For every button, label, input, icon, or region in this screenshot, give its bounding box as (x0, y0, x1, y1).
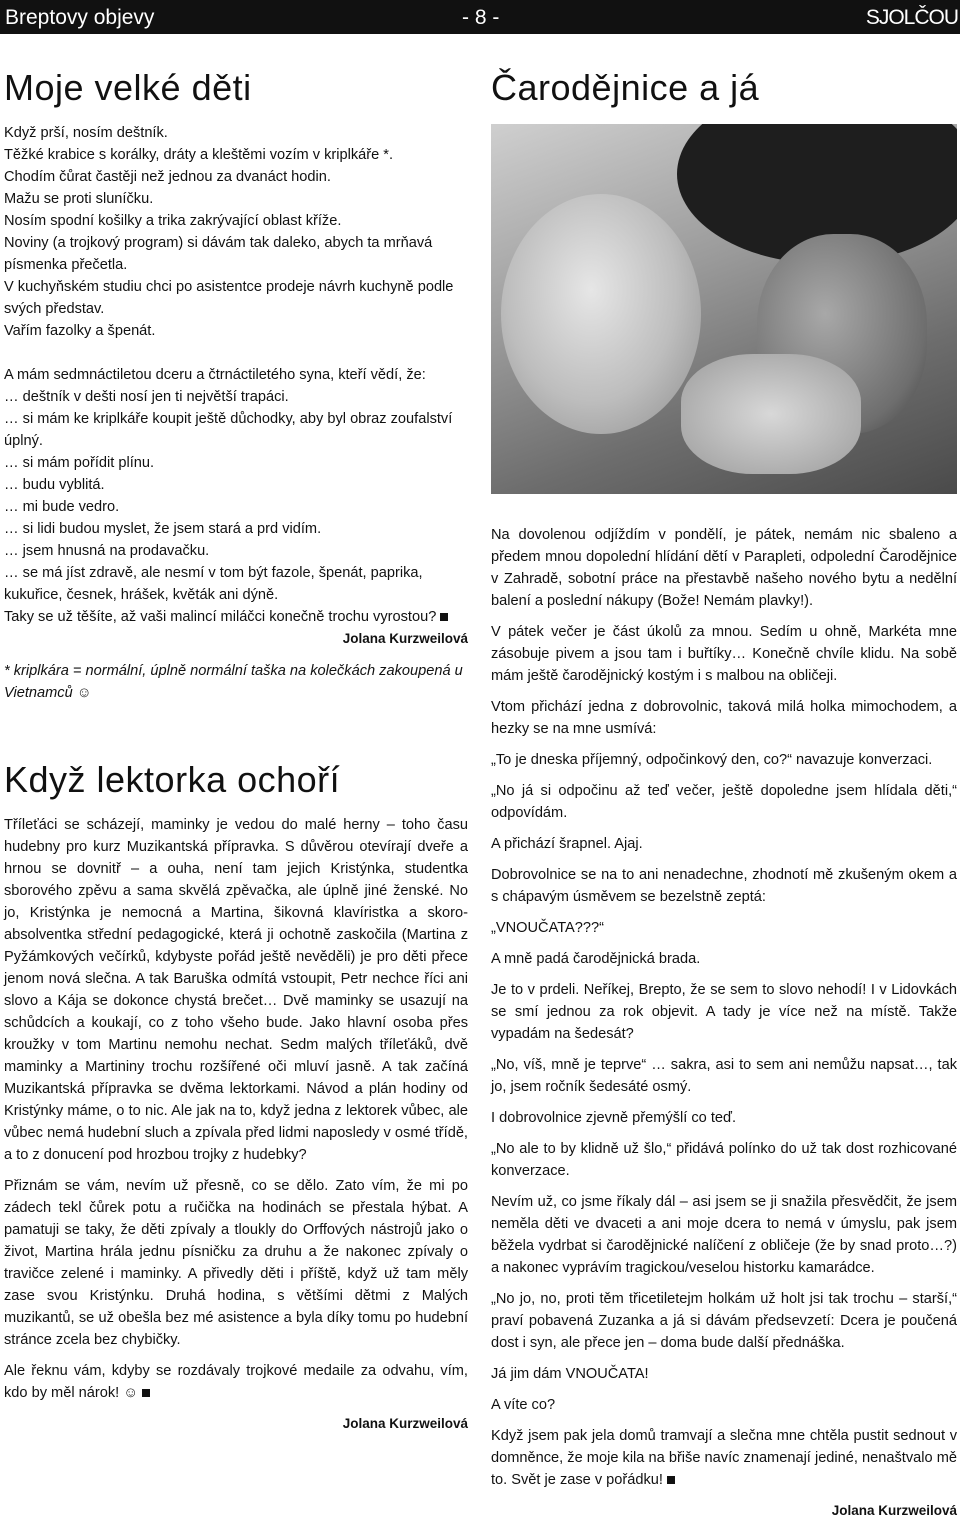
paragraph: V pátek večer je část úkolů za mnou. Sedím u ohně, Markéta mne zásobuje pivem a jsou tam i buřtíky… Konečně chvíle klidu. Na sobě mám ještě čarodějnický kostým i s malbou na obličeji. (491, 624, 957, 684)
article-body-carodejnice (491, 524, 957, 1491)
paragraph (491, 1425, 957, 1491)
header-logo-text: SJOLČOU (865, 6, 958, 29)
list-line: … deštník v dešti nosí jen ti největší trapáci. (4, 389, 289, 405)
paragraph: Přiznám se vám, nevím už přesně, co se dělo. Zato vím, že mi po zádech tekl čůrek potu a ručička na hodinách se přestala hýbat. A pamatuji se taky, že děti zpívaly a tloukly do Orffových nástrojů jako o život, Martina hrála jednu písničku za druhu a že nakonec zpívaly o travičce zelené i maminky. A přivedly děti i příště, když už tam měly zase svou Kristýnku. Druhá hodina, s většími dětmi z Malých muzikantů, se už obešla bez mé asistence a byla díky tomu po hudební stránce zcela bez chybičky. (4, 1178, 468, 1348)
kids-list (4, 364, 468, 628)
right-column (491, 60, 957, 1522)
poem-line: Mažu se proti sluníčku. (4, 191, 154, 207)
witch-and-child-photo (491, 124, 957, 494)
poem-line: Chodím čůrat častěji než jednou za dvanáct hodin. (4, 169, 331, 185)
paragraph: Tříleťáci se scházejí, maminky je vedou do malé herny – toho času hudebny pro kurz Muzikantská přípravka. S důvěrou otevírají dveře a hrnou se dovnitř – a ouha, není tam jejich Kristýnka, studentka sborového zpěvu a sama skvělá zpěvačka, ale úplně jiné ženské. No jo, Kristýnka je nemocná a Martina, šikovná klavíristka a skoro-absolventka střední pedagogické, která ji ochotně zaskočila (Martina z Pyžámkových večírků, kdybyste pořád ještě nevěděli) je pro děti přece jenom nová slečna. A tak Baruška odmítá vstoupit, Petr nechce říci ani slovo a Kája se dokonce chystá brečet… Dvě maminky se usazují na schůdcích a koukají, co z toho všeho bude. Jako hlavní osoba přes kroužky v tom Martinu nemohu nechat. Sedm malých tříleťáků, dvě maminky a Martininy trochu rozšířené oči mluví jasně. A tak začíná Muzikantská přípravka se dvěma lektorkami. Návod a plán hodiny od Kristýnky máme, o to nic. Ale jak na to, když jedna z lektorek vůbec, ale vůbec nemá hudební sluch a zpívala před lidmi naposledy v osmé třídě, a to z donucení pod hrozbou trojky z hudebky? (4, 817, 468, 1163)
signature: Jolana Kurzweilová (342, 1416, 468, 1431)
poem-line: Vařím fazolky a špenát. (4, 323, 156, 339)
list-line: … budu vyblitá. (4, 477, 105, 493)
magazine-name: Breptovy objevy (5, 6, 155, 29)
list-line (4, 606, 468, 628)
paragraph: Nevím už, co jsme říkaly dál – asi jsem se ji snažila přesvědčit, že jsem neměla děti ve dvaceti a ani moje dcera to nemá v úmyslu, pak jsem běžela vydrbat si čarodějnické nalíčení z obličeje (že by snad proto…?) a nakonec vyprávím tragickou/veselou historku kamarádce. (491, 1194, 957, 1276)
list-line: … mi bude vedro. (4, 499, 120, 515)
paragraph: A víte co? (491, 1397, 556, 1413)
closing-paragraph-text: Když jsem pak jela domů tramvají a slečna mne chtěla pustit sednout v domněnce, že moje kila na břiše navíc znamenají jediné, nenaštvalo mě to. Svět je zase v pořádku! (491, 1428, 957, 1488)
poem-line: Když prší, nosím deštník. (4, 125, 168, 141)
article-title-moje-velke-deti: Moje velké děti (4, 67, 252, 108)
paragraph: A mně padá čarodějnická brada. (491, 951, 701, 967)
poem-line: Těžké krabice s korálky, dráty a kleštěmi vozím v kriplkáře *. (4, 147, 394, 163)
paragraph (4, 1360, 468, 1404)
paragraph: „No jo, no, proti těm třicetiletejm holkám už holt jsi tak trochu – starší,“ praví pobavená Zuzanka a já si dávám předsevzetí: Dcera je poučená dost i syn, ale přece jen – doma bude další přednáška. (491, 1291, 957, 1351)
end-mark-icon (667, 1476, 675, 1484)
list-line: … si mám pořídit plínu. (4, 455, 155, 471)
article-title-carodejnice: Čarodějnice a já (491, 67, 760, 108)
footnote: * kriplkára = normální, úplně normální taška na kolečkách zakoupená u Vietnamců ☺ (4, 663, 463, 701)
closing-question: Taky se už těšíte, až vaši malincí miláčci konečně trochu vyrostou? (4, 609, 437, 625)
list-line: … si mám ke kriplkáře koupit ještě důchodky, aby byl obraz zoufalství úplný. (4, 411, 453, 449)
paragraph: Vtom přichází jedna z dobrovolnic, taková milá holka mimochodem, a hezky se na mne usmívá: (491, 699, 957, 737)
end-mark-icon (440, 613, 448, 621)
paragraph: Já jim dám VNOUČATA! (491, 1366, 649, 1382)
poem-line: Nosím spodní košilky a trika zakrývající oblast kříže. (4, 213, 342, 229)
paragraph: „No, víš, mně je teprve“ … sakra, asi to sem ani nemůžu napsat…, tak jo, jsem ročník šedesáté osmý. (491, 1057, 957, 1095)
paragraph: „No já si odpočinu až teď večer, ještě dopoledne jsem hlídala děti,“ odpovídám. (491, 783, 957, 821)
paragraph: „VNOUČATA???“ (491, 920, 604, 936)
page-header (0, 0, 960, 34)
poem-block (4, 122, 468, 342)
paragraph: „To je dneska příjemný, odpočinkový den, co?“ navazuje konverzaci. (491, 752, 933, 768)
article-body-lektorka (4, 814, 468, 1404)
poem-line: V kuchyňském studiu chci po asistentce prodeje návrh kuchyně podle svých představ. (4, 279, 454, 317)
paragraph: Je to v prdeli. Neříkej, Brepto, že se sem to slovo nehodí! I v Lidovkách se smí jednou za rok objevit. A tady je více než na místě. Takže vypadám na šedesát? (491, 982, 957, 1042)
paragraph: A přichází šrapnel. Ajaj. (491, 836, 643, 852)
child-face-shape (501, 194, 701, 434)
list-line: … si lidi budou myslet, že jsem stará a prd vidím. (4, 521, 322, 537)
paragraph: Dobrovolnice se na to ani nenadechne, zhodnotí mě zkušeným okem a s chápavým úsměvem se bezelstně zeptá: (491, 867, 957, 905)
list-line: … jsem hnusná na prodavačku. (4, 543, 210, 559)
signature: Jolana Kurzweilová (831, 1503, 957, 1518)
list-line: … se má jíst zdravě, ale nesmí v tom být fazole, špenát, paprika, kukuřice, česnek, hrášek, květák ani dýně. (4, 565, 423, 603)
signature: Jolana Kurzweilová (342, 631, 468, 646)
article-title-lektorka: Když lektorka ochoří (4, 759, 341, 800)
paragraph: „No ale to by klidně už šlo,“ přidává polínko do už tak dost rozhicované konverzace. (491, 1141, 957, 1179)
list-line: A mám sedmnáctiletou dceru a čtrnáctiletého syna, kteří vědí, že: (4, 367, 426, 383)
left-column (4, 60, 468, 1435)
page-number: - 8 - (462, 6, 500, 29)
closing-paragraph-text: Ale řeknu vám, kdyby se rozdávaly trojkové medaile za odvahu, vím, kdo by měl nárok! ☺ (4, 1363, 468, 1401)
end-mark-icon (142, 1389, 150, 1397)
poem-line: Noviny (a trojkový program) si dávám tak daleko, abych ta mrňavá písmenka přečetla. (4, 235, 433, 273)
hand-shape (681, 354, 861, 474)
paragraph: I dobrovolnice zjevně přemýšlí co teď. (491, 1110, 737, 1126)
paragraph: Na dovolenou odjíždím v pondělí, je pátek, nemám nic sbaleno a předem mnou dopolední hlídání dětí v Parapleti, odpolední Čarodějnice v Zahradě, sobotní práce na přestavbě našeho nového bytu a nedělní balení a poslední nákupy (Bože! Nemám plavky!). (491, 527, 957, 609)
